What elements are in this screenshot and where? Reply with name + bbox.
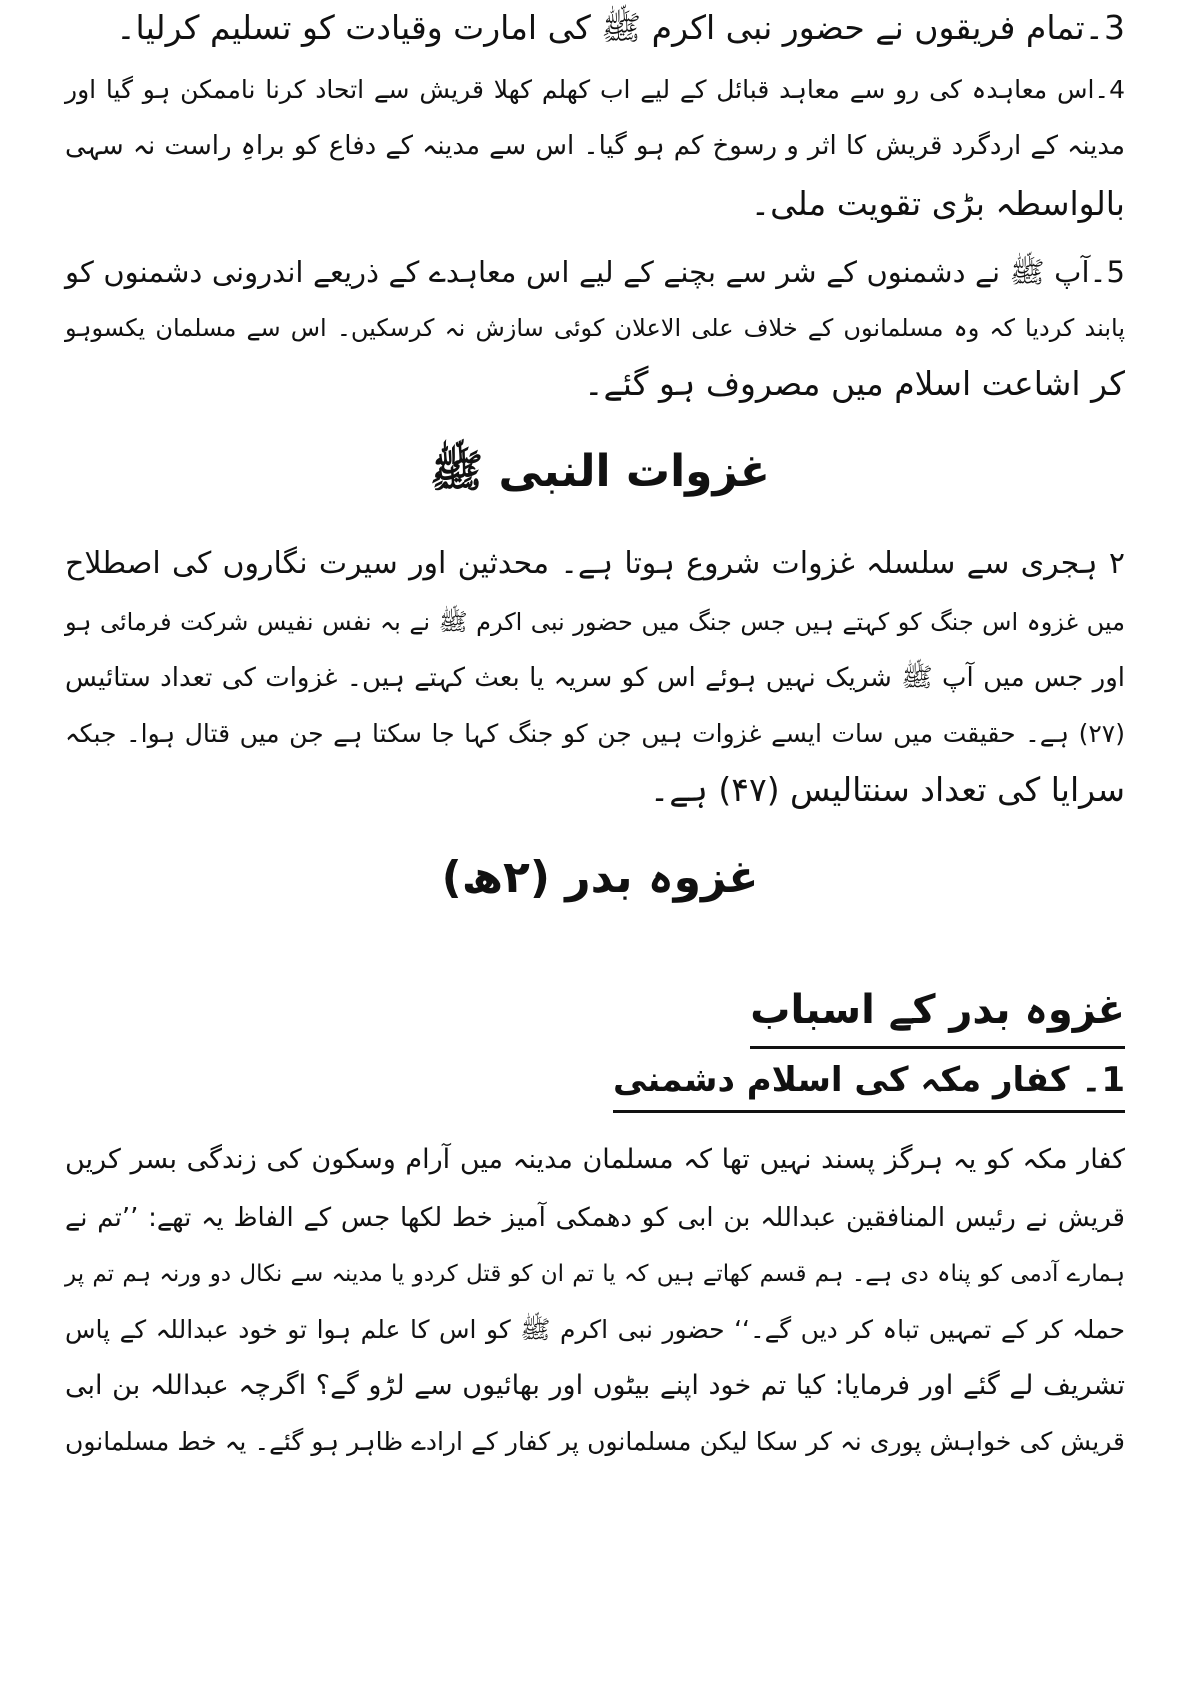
badr-paragraph-line-3: ہمارے آدمی کو پناہ دی ہے۔ ہم قسم کھاتے ہیں کہ یا تم ان کو قتل کردو یا مدینہ سے نکال دو ورنہ ہم تم پر <box>65 1261 1125 1287</box>
badr-paragraph-line-6: قریش کی خواہش پوری نہ کر سکا لیکن مسلمانوں پر کفار کے ارادے ظاہر ہو گئے۔ یہ خط مسلمانوں <box>65 1427 1125 1456</box>
badr-paragraph-line-2: قریش نے رئیس المنافقین عبداللہ بن ابی کو دھمکی آمیز خط لکھا جس کے الفاظ یہ تھے: ’’تم نے <box>65 1203 1125 1233</box>
cause-one-heading: 1۔ کفار مکہ کی اسلام دشمنی <box>613 1056 1125 1113</box>
ghazwat-paragraph-line-1: ۲ ہجری سے سلسلہ غزوات شروع ہوتا ہے۔ محدثین اور سیرت نگاروں کی اصطلاح <box>65 546 1125 581</box>
badr-heading: غزوہ بدر (۲ھ) <box>441 852 759 903</box>
ghazwat-heading: غزوات النبی ﷺ <box>430 446 770 497</box>
point-5-line-2: پابند کردیا کہ وہ مسلمانوں کے خلاف علی الاعلان کوئی سازش نہ کرسکیں۔ اس سے مسلمان یکسوہو <box>65 314 1125 342</box>
point-5-line-3: کر اشاعت اسلام میں مصروف ہو گئے۔ <box>584 364 1125 403</box>
ghazwat-paragraph-line-3: اور جس میں آپ ﷺ شریک نہیں ہوئے اس کو سریہ یا بعث کہتے ہیں۔ غزوات کی تعداد ستائیس <box>65 663 1125 693</box>
ghazwat-paragraph-line-5: سرایا کی تعداد سنتالیس (۴۷) ہے۔ <box>649 770 1125 809</box>
badr-paragraph-line-1: کفار مکہ کو یہ ہرگز پسند نہیں تھا کہ مسلمان مدینہ میں آرام وسکون کی زندگی بسر کریں <box>65 1144 1125 1175</box>
badr-paragraph-line-5: تشریف لے گئے اور فرمایا: کیا تم خود اپنے بیٹوں اور بھائیوں سے لڑو گے؟ اگرچہ عبداللہ بن ابی <box>65 1370 1125 1401</box>
ghazwat-paragraph-line-2: میں غزوہ اس جنگ کو کہتے ہیں جس جنگ میں حضور نبی اکرم ﷺ نے بہ نفس نفیس شرکت فرمائی ہو <box>65 608 1125 636</box>
point-4-line-2: مدینہ کے اردگرد قریش کا اثر و رسوخ کم ہو گیا۔ اس سے مدینہ کے دفاع کو براہِ راست نہ سہی <box>65 131 1125 161</box>
point-5-line-1: 5۔آپ ﷺ نے دشمنوں کے شر سے بچنے کے لیے اس معاہدے کے ذریعے اندرونی دشمنوں کو <box>65 255 1125 289</box>
point-4-line-1: 4۔اس معاہدہ کی رو سے معاہد قبائل کے لیے اب کھلم کھلا قریش سے اتحاد کرنا ناممکن ہو گیا اور <box>65 75 1125 104</box>
point-3-line: 3۔تمام فریقوں نے حضور نبی اکرم ﷺ کی امارت وقیادت کو تسلیم کرلیا۔ <box>116 8 1125 47</box>
badr-paragraph-line-4: حملہ کر کے تمہیں تباہ کر دیں گے۔‘‘ حضور نبی اکرم ﷺ کو اس کا علم ہوا تو خود عبداللہ کے پاس <box>65 1315 1125 1344</box>
badr-causes-heading: غزوہ بدر کے اسباب <box>750 982 1125 1049</box>
ghazwat-paragraph-line-4: (۲۷) ہے۔ حقیقت میں سات ایسے غزوات ہیں جن کو جنگ کہا جا سکتا ہے جن میں قتال ہوا۔ جبکہ <box>65 719 1125 748</box>
point-4-line-3: بالواسطہ بڑی تقویت ملی۔ <box>750 184 1125 223</box>
